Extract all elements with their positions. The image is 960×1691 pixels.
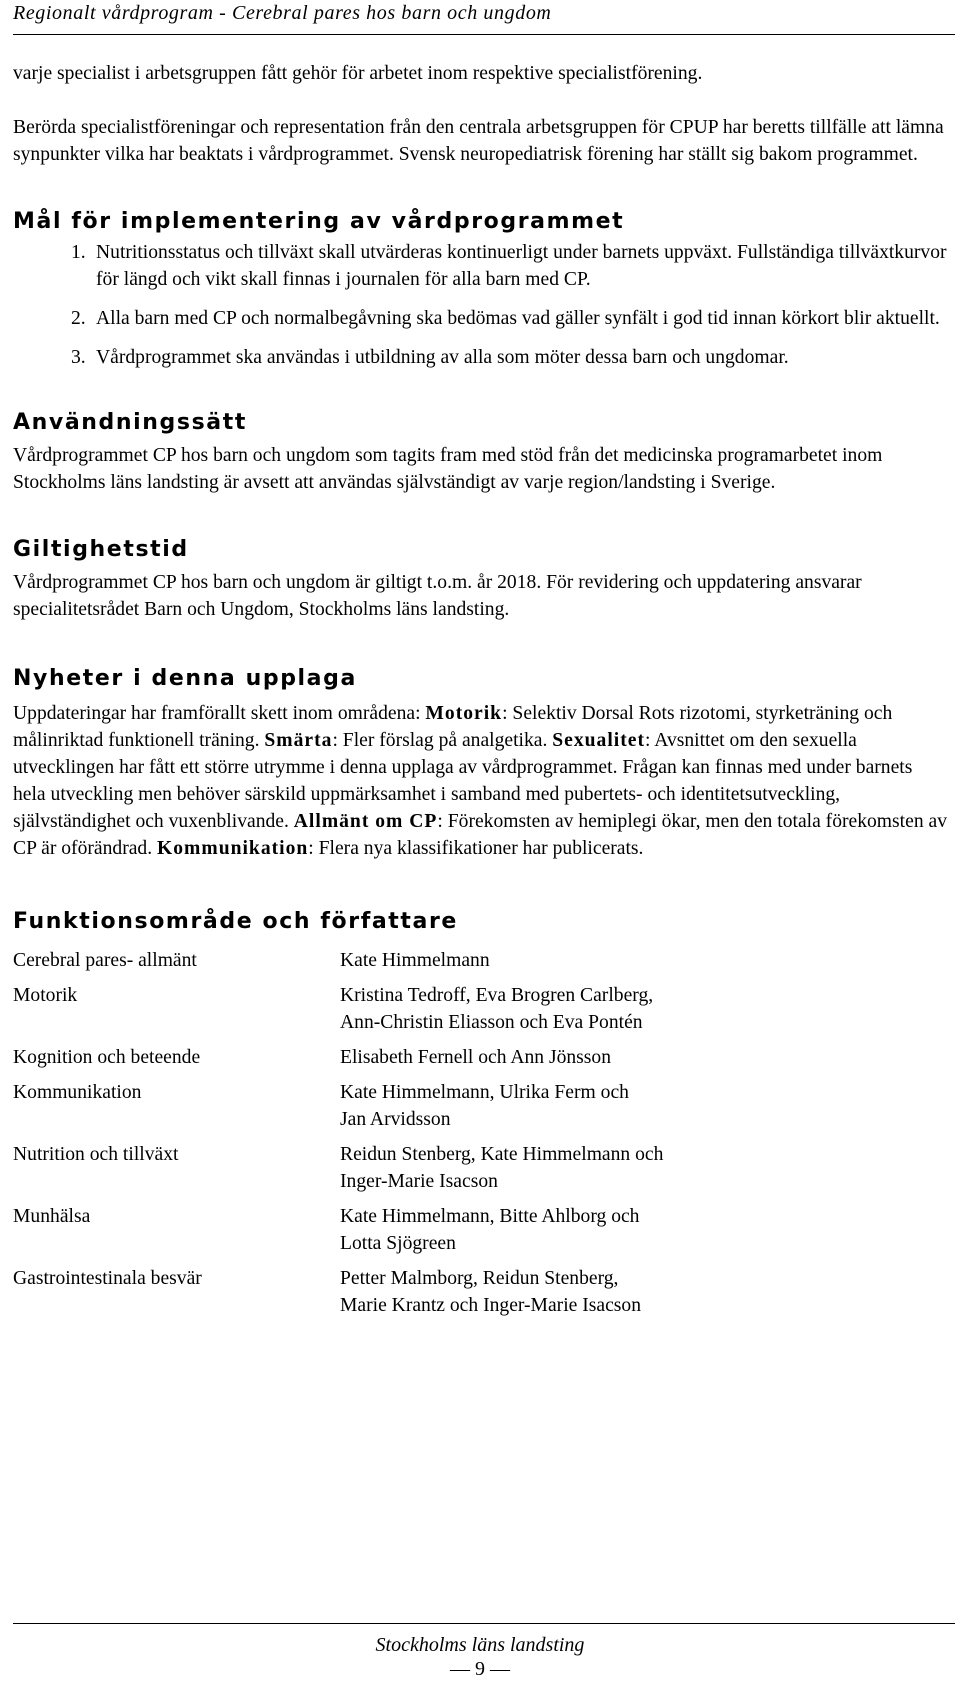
goals-list <box>13 239 948 371</box>
news-text: : Flera nya klassifikationer har publicerats. <box>308 838 644 859</box>
validity-paragraph: Vårdprogrammet CP hos barn och ungdom är giltigt t.o.m. år 2018. För revidering och uppdatering ansvarar specialitetsrådet Barn och Ungdom, Stockholms läns landsting. <box>13 572 862 620</box>
usage-paragraph: Vårdprogrammet CP hos barn och ungdom som tagits fram med stöd från det medicinska programarbetet inom Stockholms läns landsting är avsett att användas självständigt av varje region/landsting i Sverige. <box>13 445 883 493</box>
intro-paragraph-1: varje specialist i arbetsgruppen fått gehör för arbetet inom respektive specialistförening. <box>13 63 703 84</box>
authors-heading: Funktionsområde och författare <box>13 909 458 934</box>
author-names <box>340 982 948 1036</box>
news-keyword-motorik: Motorik <box>425 703 503 724</box>
author-row <box>13 1265 948 1319</box>
author-names-line: Kate Himmelmann <box>340 950 490 971</box>
function-area: Motorik <box>13 985 78 1006</box>
author-names-line: Ann-Christin Eliasson och Eva Pontén <box>340 1012 643 1033</box>
function-area: Munhälsa <box>13 1206 91 1227</box>
goal-item <box>13 305 948 332</box>
author-names-line: Lotta Sjögreen <box>340 1233 456 1254</box>
news-keyword-allmant-om-cp: Allmänt om CP <box>293 811 438 832</box>
news-keyword-sexualitet: Sexualitet <box>552 730 645 751</box>
news-text: : Förekomsten av hemiplegi ökar, men den totala förekomsten av CP är oförändrad. <box>13 811 948 859</box>
author-names <box>340 947 948 974</box>
goals-heading: Mål för implementering av vårdprogrammet <box>13 209 625 234</box>
goal-text: Alla barn med CP och normalbegåvning ska bedömas vad gäller synfält i god tid innan körkort blir aktuellt. <box>96 308 940 329</box>
news-heading: Nyheter i denna upplaga <box>13 666 357 691</box>
author-names <box>340 1079 948 1133</box>
goal-number: 1. <box>71 242 86 263</box>
author-names-line: Reidun Stenberg, Kate Himmelmann och <box>340 1144 664 1165</box>
news-keyword-kommunikation: Kommunikation <box>157 838 309 859</box>
function-area: Nutrition och tillväxt <box>13 1144 179 1165</box>
function-area: Cerebral pares- allmänt <box>13 950 197 971</box>
footer-divider <box>13 1623 955 1624</box>
function-area: Kognition och beteende <box>13 1047 201 1068</box>
author-names-line: Marie Krantz och Inger-Marie Isacson <box>340 1295 641 1316</box>
author-names-line: Kristina Tedroff, Eva Brogren Carlberg, <box>340 985 654 1006</box>
function-area: Gastrointestinala besvär <box>13 1268 202 1289</box>
news-text: : Avsnittet om den sexuella utvecklingen har fått ett större utrymme i denna upplaga av vårdprogrammet. Frågan kan finnas med under barnets hela utveckling men behöver särskild uppmärksamhet i samband med pubertets- och identitetsutveckling, självständighet och vuxenblivande. <box>13 730 913 832</box>
author-names-line: Jan Arvidsson <box>340 1109 451 1130</box>
usage-heading: Användningssätt <box>13 410 247 435</box>
author-row <box>13 982 948 1036</box>
author-names <box>340 1141 948 1195</box>
author-names-line: Elisabeth Fernell och Ann Jönsson <box>340 1047 612 1068</box>
news-paragraph <box>13 700 948 862</box>
author-row <box>13 947 948 974</box>
goal-number: 3. <box>71 347 86 368</box>
intro-paragraph-2: Berörda specialistföreningar och representation från den centrala arbetsgruppen för CPUP har beretts tillfälle att lämna synpunkter vilka har beaktats i vårdprogrammet. Svensk neuropediatrisk förening har ställt sig bakom programmet. <box>13 117 944 165</box>
author-names <box>340 1044 948 1071</box>
footer-organization: Stockholms läns landsting <box>375 1634 585 1656</box>
news-text: : Selektiv Dorsal Rots rizotomi, styrketräning och målinriktad funktionell träning. <box>13 703 893 751</box>
author-row <box>13 1203 948 1257</box>
author-names-line: Kate Himmelmann, Ulrika Ferm och <box>340 1082 629 1103</box>
news-text: Uppdateringar har framförallt skett inom områdena: <box>13 703 426 724</box>
author-names <box>340 1265 948 1319</box>
author-row <box>13 1079 948 1133</box>
author-row <box>13 1141 948 1195</box>
page-header <box>13 0 955 35</box>
document-title: Regionalt vårdprogram - Cerebral pares hos barn och ungdom <box>13 2 552 24</box>
author-names-line: Kate Himmelmann, Bitte Ahlborg och <box>340 1206 640 1227</box>
goal-number: 2. <box>71 308 86 329</box>
author-names-line: Petter Malmborg, Reidun Stenberg, <box>340 1268 619 1289</box>
authors-table <box>13 947 948 1319</box>
function-area: Kommunikation <box>13 1082 142 1103</box>
author-names-line: Inger-Marie Isacson <box>340 1171 498 1192</box>
page-number: — 9 — <box>450 1658 510 1680</box>
goal-item <box>13 239 948 293</box>
author-names <box>340 1203 948 1257</box>
goal-text: Vårdprogrammet ska användas i utbildning av alla som möter dessa barn och ungdomar. <box>96 347 789 368</box>
validity-heading: Giltighetstid <box>13 537 189 562</box>
news-text: : Fler förslag på analgetika. <box>332 730 553 751</box>
author-row <box>13 1044 948 1071</box>
news-keyword-smarta: Smärta <box>264 730 333 751</box>
goal-item <box>13 344 948 371</box>
goal-text: Nutritionsstatus och tillväxt skall utvärderas kontinuerligt under barnets uppväxt. Fullständiga tillväxtkurvor för längd och vikt skall finnas i journalen för alla barn med CP. <box>96 242 947 290</box>
page-content <box>13 60 948 1319</box>
